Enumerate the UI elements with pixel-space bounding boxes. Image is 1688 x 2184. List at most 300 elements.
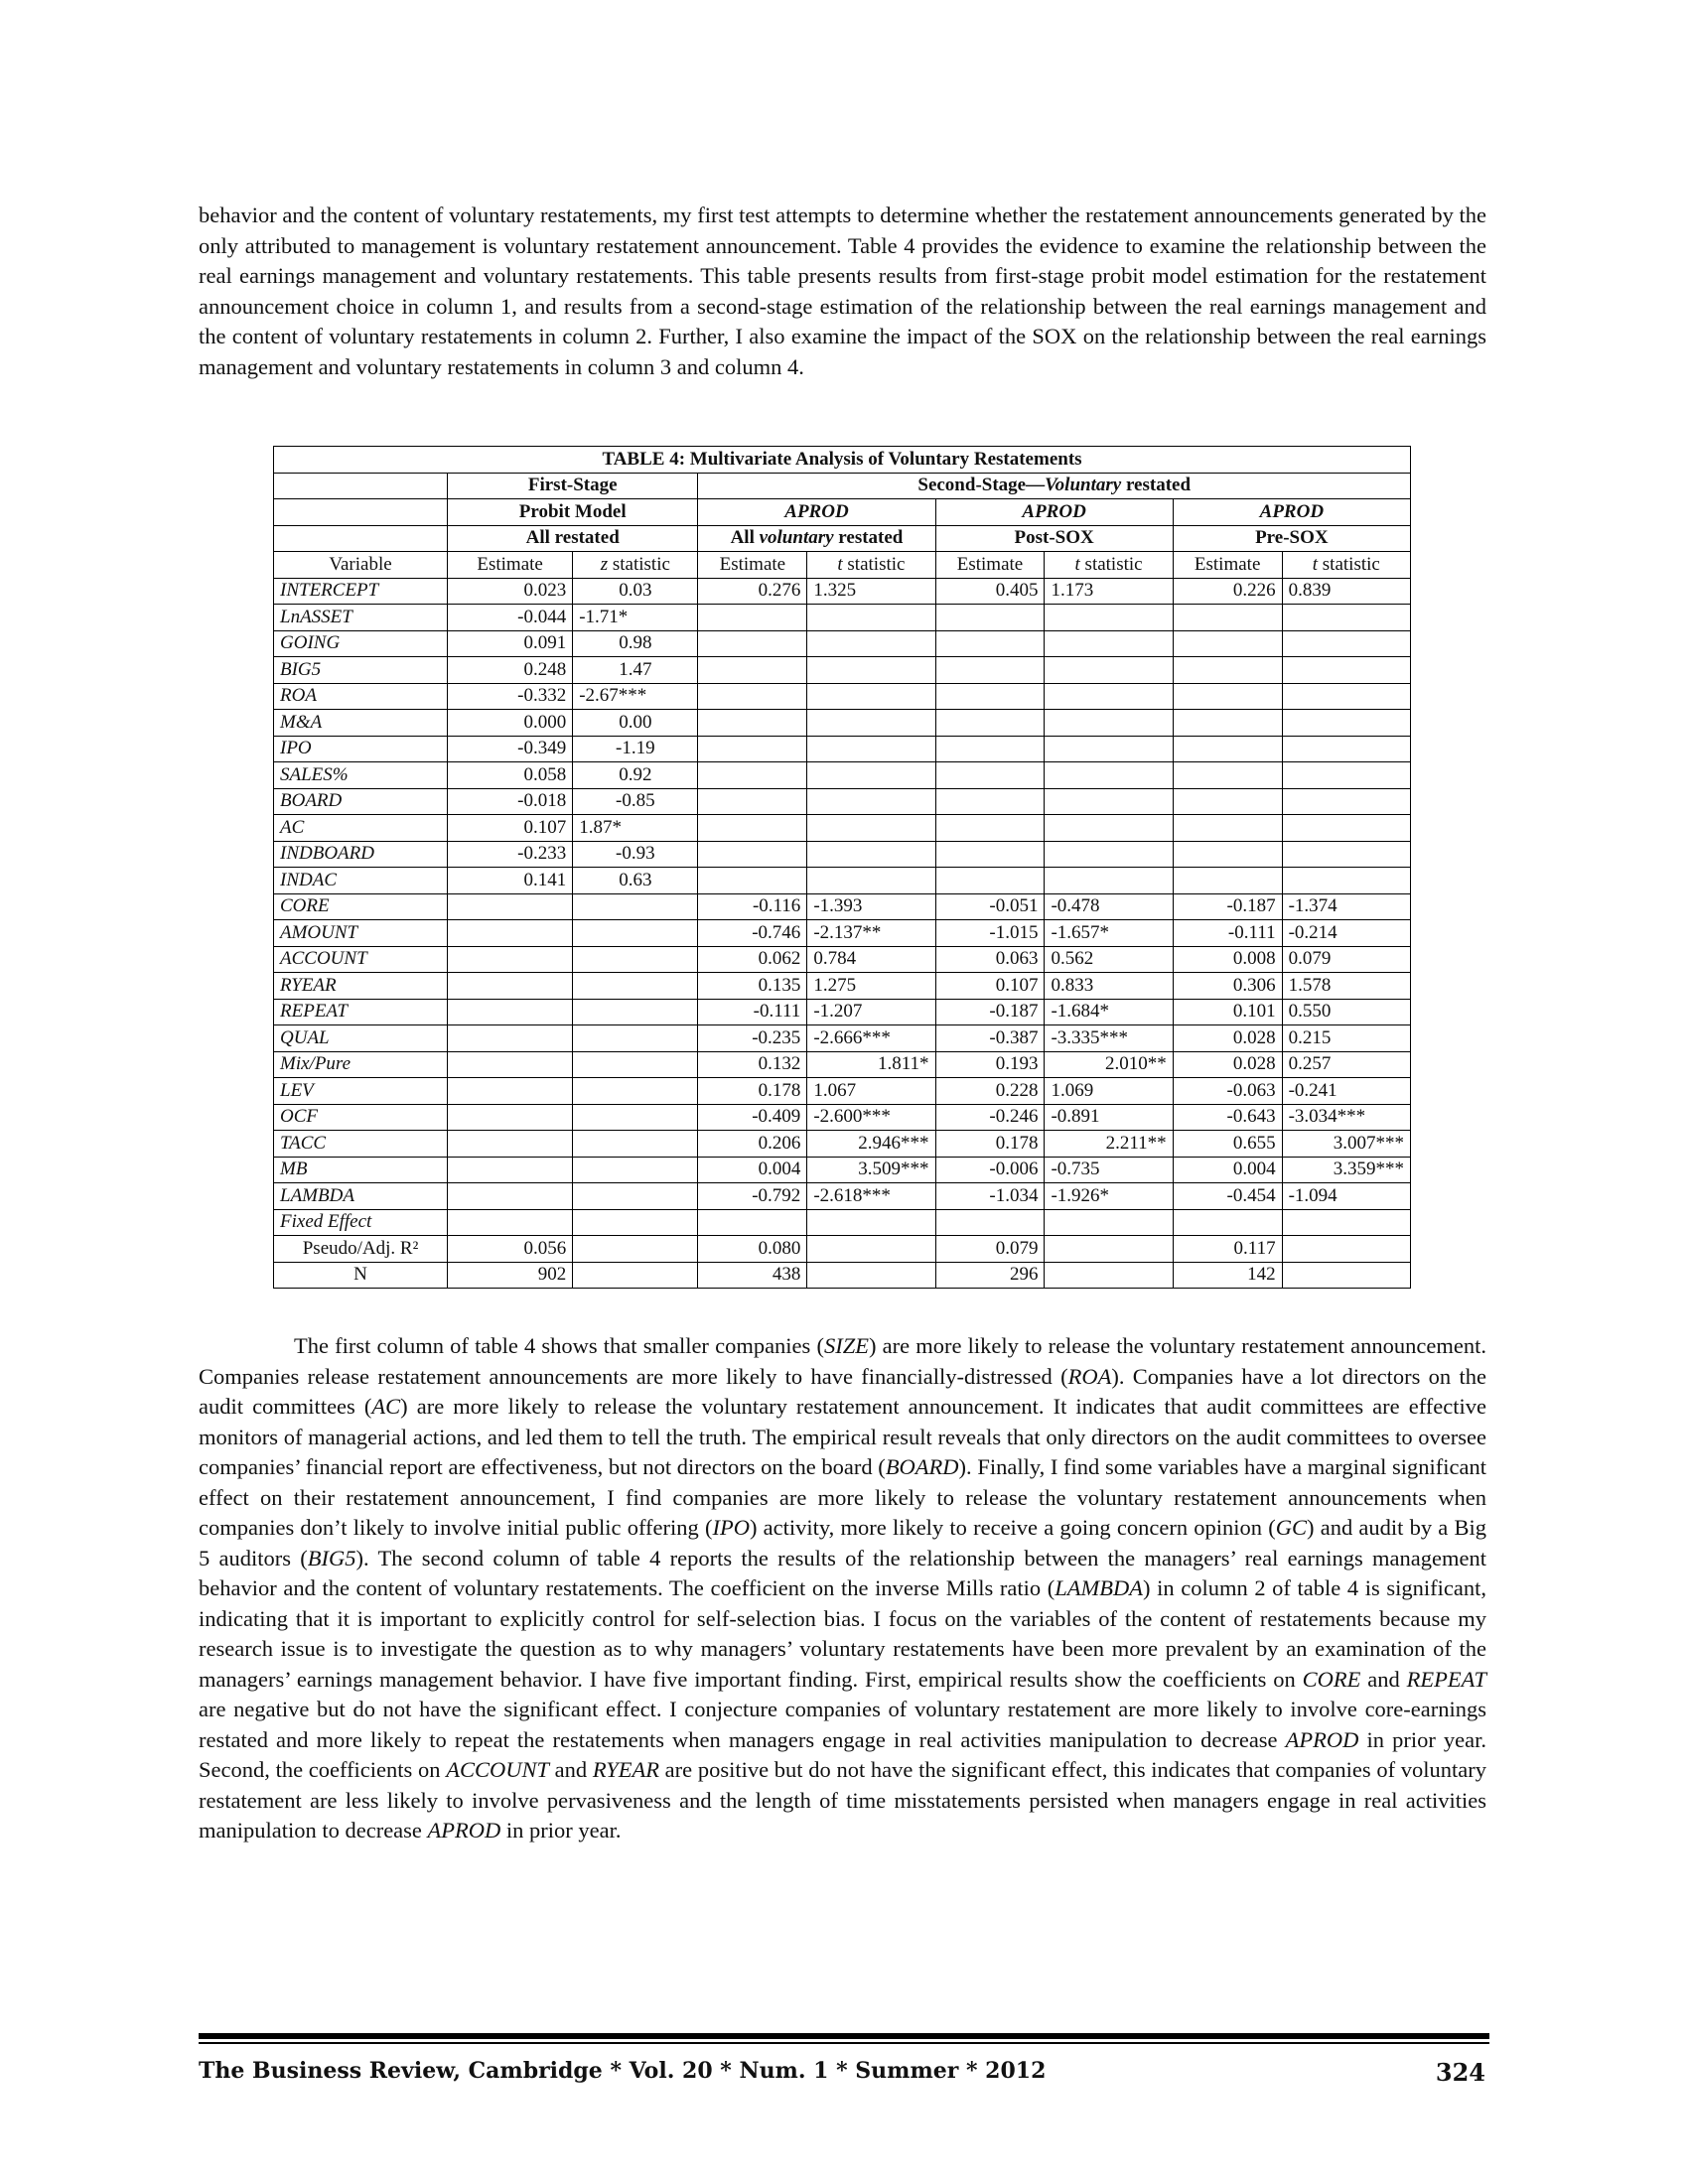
- table-cell: 1.069: [1045, 1078, 1173, 1105]
- table-row: [274, 736, 1411, 762]
- table-cell: 2.946***: [807, 1131, 935, 1158]
- table-cell: [807, 1209, 935, 1236]
- header-estimate: Estimate: [935, 552, 1045, 579]
- text-run: are positive but do not have the significant effect, this indicates that companies of voluntary restatement are less likely to involve pervasiveness and the length of time misstatements persisted when managers engage in real activities manipulation to decrease: [199, 1757, 1486, 1843]
- table-cell: 0.107: [448, 815, 573, 842]
- table-cell: 0.405: [935, 578, 1045, 605]
- table-cell: [1045, 683, 1173, 710]
- footer-rule-thick: [199, 2033, 1489, 2039]
- table-cell: [1282, 683, 1410, 710]
- table-cell: -1.71*: [573, 605, 698, 631]
- table-cell: 1.173: [1045, 578, 1173, 605]
- table-row: [274, 1104, 1411, 1131]
- table-cell: [935, 657, 1045, 684]
- table-cell: [448, 1209, 573, 1236]
- header-first-stage: First-Stage: [448, 473, 698, 499]
- header-t-statistic: t statistic: [807, 552, 935, 579]
- italic-term: BIG5: [307, 1545, 356, 1570]
- table-cell: [448, 1104, 573, 1131]
- table-cell: -0.454: [1173, 1183, 1282, 1210]
- table-cell: [1173, 868, 1282, 894]
- table-cell: [698, 736, 807, 762]
- table-cell: [573, 1209, 698, 1236]
- table-cell: [698, 868, 807, 894]
- table-cell: -1.015: [935, 920, 1045, 947]
- table-row: [274, 605, 1411, 631]
- table-row: [274, 1183, 1411, 1210]
- body-paragraph-1: [199, 201, 1486, 382]
- table-cell: 0.839: [1282, 578, 1410, 605]
- table-cell: -2.137**: [807, 920, 935, 947]
- table-cell: -3.034***: [1282, 1104, 1410, 1131]
- header-post-sox: Post-SOX: [935, 525, 1173, 552]
- table-cell: 0.193: [935, 1051, 1045, 1078]
- table-cell: [807, 762, 935, 789]
- table-cell: [1045, 868, 1173, 894]
- table-cell: -0.349: [448, 736, 573, 762]
- table-row: [274, 630, 1411, 657]
- header-estimate: Estimate: [698, 552, 807, 579]
- table-cell: -0.93: [573, 841, 698, 868]
- variable-name: RYEAR: [274, 973, 448, 1000]
- table-cell: 1.325: [807, 578, 935, 605]
- variable-name: AC: [274, 815, 448, 842]
- table-cell: [573, 1104, 698, 1131]
- table-cell: -0.187: [935, 999, 1045, 1025]
- header-blank: [274, 473, 448, 499]
- table-cell: [1282, 710, 1410, 737]
- table-cell: 3.359***: [1282, 1157, 1410, 1183]
- table-cell: 0.062: [698, 946, 807, 973]
- text-run: ) in column 2 of table 4 is significant, indicating that it is important to explicitly control for self-selection bias. I focus on the variables of the content of restatements because my research issue is to investigate the question as to why managers’ voluntary restatements have been more prevalent by an examination of the managers’ earnings management behavior. I have five important finding. First, empirical results show the coefficients on: [199, 1575, 1486, 1692]
- table-cell: -0.006: [935, 1157, 1045, 1183]
- header-aprod-pre: APROD: [1173, 499, 1410, 526]
- table-cell: [1173, 1209, 1282, 1236]
- table-cell: 0.080: [698, 1236, 807, 1263]
- table-cell: [1045, 657, 1173, 684]
- header-aprod-all: APROD: [698, 499, 935, 526]
- text-run: behavior and the content of voluntary restatements, my first test attempts to determine whether the restatement announcements generated by the only attributed to management is voluntary restatement announcement. Table 4 provides the evidence to examine the relationship between the real earnings management and voluntary restatements. This table presents results from first-stage probit model estimation for the restatement announcement choice in column 1, and results from a second-stage estimation of the relationship between the real earnings management and the content of voluntary restatements in column 2. Further, I also examine the impact of the SOX on the relationship between the real earnings management and voluntary restatements in column 3 and column 4.: [199, 203, 1486, 379]
- table-cell: [698, 605, 807, 631]
- table-cell: 0.091: [448, 630, 573, 657]
- table-cell: -3.335***: [1045, 1025, 1173, 1052]
- italic-term: GC: [1275, 1515, 1308, 1540]
- table-cell: [935, 683, 1045, 710]
- text-run: ) are more likely to release the voluntary restatement announcement. It indicates that audit committees are effective monitors of managerial actions, and led them to tell the truth. The empirical result reveals that only directors on the audit committees to oversee companies’ financial report are effectiveness, but not directors on the board (: [199, 1394, 1486, 1479]
- table-cell: 2.211**: [1045, 1131, 1173, 1158]
- table-cell: 296: [935, 1262, 1045, 1289]
- header-second-stage: Second-Stage—Voluntary restated: [698, 473, 1411, 499]
- italic-term: APROD: [1285, 1726, 1359, 1752]
- variable-name: Mix/Pure: [274, 1051, 448, 1078]
- table-cell: [935, 605, 1045, 631]
- table-cell: 0.63: [573, 868, 698, 894]
- italic-term: RYEAR: [592, 1757, 659, 1782]
- table-cell: 0.004: [698, 1157, 807, 1183]
- table-cell: [573, 1025, 698, 1052]
- italic-term: IPO: [712, 1515, 750, 1540]
- variable-name: ACCOUNT: [274, 946, 448, 973]
- table-cell: [1173, 815, 1282, 842]
- variable-name: LnASSET: [274, 605, 448, 631]
- table-cell: -1.207: [807, 999, 935, 1025]
- text-run: and: [548, 1757, 593, 1782]
- table-cell: 0.117: [1173, 1236, 1282, 1263]
- table-cell: [1045, 841, 1173, 868]
- table-cell: [935, 788, 1045, 815]
- table-cell: [698, 630, 807, 657]
- header-all-restated: All restated: [448, 525, 698, 552]
- table-cell: 0.215: [1282, 1025, 1410, 1052]
- variable-name: AMOUNT: [274, 920, 448, 947]
- table-cell: -0.063: [1173, 1078, 1282, 1105]
- variable-name: REPEAT: [274, 999, 448, 1025]
- table-cell: 0.655: [1173, 1131, 1282, 1158]
- table-cell: [448, 1025, 573, 1052]
- table-row: [274, 657, 1411, 684]
- italic-term: AC: [371, 1394, 401, 1419]
- table-cell: 0.008: [1173, 946, 1282, 973]
- table-cell: -0.746: [698, 920, 807, 947]
- variable-name: INTERCEPT: [274, 578, 448, 605]
- table-cell: [573, 946, 698, 973]
- table-cell: [1173, 683, 1282, 710]
- table-cell: [1173, 605, 1282, 631]
- table-cell: 0.132: [698, 1051, 807, 1078]
- table-cell: 0.107: [935, 973, 1045, 1000]
- table-row: [274, 868, 1411, 894]
- table-cell: 2.010**: [1045, 1051, 1173, 1078]
- table-cell: [448, 1051, 573, 1078]
- header-blank: [274, 525, 448, 552]
- table-cell: -1.374: [1282, 893, 1410, 920]
- table-cell: [807, 1236, 935, 1263]
- table-cell: [573, 1236, 698, 1263]
- table-cell: [448, 920, 573, 947]
- text-run: ) are more likely to release the voluntary restatement announcement. Companies release restatement announcements are more likely to have financially-distressed (: [199, 1333, 1486, 1389]
- variable-name: N: [274, 1262, 448, 1289]
- table-cell: [573, 1183, 698, 1210]
- table-cell: 0.141: [448, 868, 573, 894]
- table-row: [274, 788, 1411, 815]
- table-cell: 0.056: [448, 1236, 573, 1263]
- text-run: are negative but do not have the significant effect. I conjecture companies of voluntary restatement are more likely to involve core-earnings restated and more likely to repeat the restatements when managers engage in real activities manipulation to decrease: [199, 1697, 1486, 1752]
- table-cell: 0.178: [935, 1131, 1045, 1158]
- table-cell: -1.19: [573, 736, 698, 762]
- table-cell: -1.034: [935, 1183, 1045, 1210]
- table-cell: [1045, 605, 1173, 631]
- table-cell: [698, 657, 807, 684]
- table-cell: [573, 1078, 698, 1105]
- italic-term: REPEAT: [1406, 1666, 1486, 1692]
- table-cell: 0.058: [448, 762, 573, 789]
- table-cell: [1045, 1209, 1173, 1236]
- header-variable: Variable: [274, 552, 448, 579]
- journal-citation: The Business Review, Cambridge * Vol. 20 * Num. 1 * Summer * 2012: [199, 2058, 1047, 2084]
- text-run: in prior year. Second, the coefficients on: [199, 1726, 1487, 1782]
- table-cell: 3.509***: [807, 1157, 935, 1183]
- table-cell: [1045, 815, 1173, 842]
- table-cell: [807, 605, 935, 631]
- table-cell: [448, 1078, 573, 1105]
- table-cell: [1045, 762, 1173, 789]
- table-cell: 0.228: [935, 1078, 1045, 1105]
- table-cell: 902: [448, 1262, 573, 1289]
- table-cell: [448, 973, 573, 1000]
- table-cell: -0.111: [698, 999, 807, 1025]
- table-cell: [1173, 630, 1282, 657]
- table-cell: [573, 1262, 698, 1289]
- table-cell: [1282, 788, 1410, 815]
- table-body: [274, 578, 1411, 1289]
- table-cell: [1282, 815, 1410, 842]
- table-cell: 1.87*: [573, 815, 698, 842]
- table-cell: -0.111: [1173, 920, 1282, 947]
- table-cell: [807, 736, 935, 762]
- variable-name: Fixed Effect: [274, 1209, 448, 1236]
- table-cell: 0.03: [573, 578, 698, 605]
- table-cell: [807, 868, 935, 894]
- variable-name: Pseudo/Adj. R²: [274, 1236, 448, 1263]
- italic-term: LAMBDA: [1055, 1575, 1143, 1600]
- table-cell: 0.248: [448, 657, 573, 684]
- page-number: 324: [1435, 2058, 1485, 2087]
- table-cell: [1282, 841, 1410, 868]
- table-cell: [1045, 736, 1173, 762]
- table-cell: [698, 710, 807, 737]
- variable-name: M&A: [274, 710, 448, 737]
- header-blank: [274, 499, 448, 526]
- table-cell: -0.018: [448, 788, 573, 815]
- table-cell: 0.833: [1045, 973, 1173, 1000]
- table-cell: 0.784: [807, 946, 935, 973]
- table-cell: [1045, 710, 1173, 737]
- table-cell: [807, 1262, 935, 1289]
- table-cell: 0.063: [935, 946, 1045, 973]
- table-cell: -0.409: [698, 1104, 807, 1131]
- table-cell: [1173, 788, 1282, 815]
- table-cell: -0.187: [1173, 893, 1282, 920]
- text-run: ). Finally, I find some variables have a marginal significant effect on their restatement announcement, I find companies are more likely to release the voluntary restatement announcements when companies don’t likely to involve initial public offering (: [199, 1454, 1486, 1540]
- table-cell: [1045, 788, 1173, 815]
- table-cell: [1282, 605, 1410, 631]
- table-cell: [1282, 1236, 1410, 1263]
- table-cell: [698, 762, 807, 789]
- table-cell: 0.00: [573, 710, 698, 737]
- table-cell: 0.079: [1282, 946, 1410, 973]
- text-run: ). Companies have a lot directors on the audit committees (: [199, 1363, 1486, 1419]
- variable-name: ROA: [274, 683, 448, 710]
- text-run: The first column of table 4 shows that smaller companies (: [294, 1333, 824, 1358]
- table-cell: 0.028: [1173, 1025, 1282, 1052]
- table-cell: -0.214: [1282, 920, 1410, 947]
- table-cell: [807, 815, 935, 842]
- table-cell: 1.578: [1282, 973, 1410, 1000]
- table-cell: 0.004: [1173, 1157, 1282, 1183]
- text-run: ) activity, more likely to receive a going concern opinion (: [749, 1515, 1276, 1540]
- table-cell: -0.241: [1282, 1078, 1410, 1105]
- table-cell: -2.67***: [573, 683, 698, 710]
- table-cell: -0.233: [448, 841, 573, 868]
- table-cell: [573, 920, 698, 947]
- variable-name: QUAL: [274, 1025, 448, 1052]
- table-cell: [698, 1209, 807, 1236]
- table-cell: -1.094: [1282, 1183, 1410, 1210]
- table-row: [274, 920, 1411, 947]
- table-cell: [573, 973, 698, 1000]
- table-cell: [807, 630, 935, 657]
- variable-name: INDBOARD: [274, 841, 448, 868]
- table-cell: [807, 657, 935, 684]
- table-cell: 142: [1173, 1262, 1282, 1289]
- table-cell: [448, 999, 573, 1025]
- table-cell: [935, 815, 1045, 842]
- table-cell: 0.226: [1173, 578, 1282, 605]
- header-all-voluntary-restated: All voluntary restated: [698, 525, 935, 552]
- table-row: [274, 683, 1411, 710]
- table-cell: 0.276: [698, 578, 807, 605]
- table-row: [274, 1157, 1411, 1183]
- text-run: in prior year.: [500, 1818, 622, 1843]
- table-cell: -0.792: [698, 1183, 807, 1210]
- table-cell: [448, 1157, 573, 1183]
- table-cell: [807, 841, 935, 868]
- table-cell: -2.666***: [807, 1025, 935, 1052]
- table-row: [274, 999, 1411, 1025]
- table-cell: -0.735: [1045, 1157, 1173, 1183]
- table-cell: 0.178: [698, 1078, 807, 1105]
- table-cell: [1282, 1262, 1410, 1289]
- table-cell: 0.206: [698, 1131, 807, 1158]
- table-cell: [807, 710, 935, 737]
- italic-term: APROD: [427, 1818, 501, 1843]
- variable-name: INDAC: [274, 868, 448, 894]
- table-cell: 0.135: [698, 973, 807, 1000]
- footer-rule-thin: [199, 2042, 1489, 2044]
- table-cell: [698, 788, 807, 815]
- table-cell: [1173, 736, 1282, 762]
- header-pre-sox: Pre-SOX: [1173, 525, 1410, 552]
- variable-name: SALES%: [274, 762, 448, 789]
- table-cell: [1282, 736, 1410, 762]
- table-cell: 1.275: [807, 973, 935, 1000]
- table-cell: [807, 683, 935, 710]
- variable-name: TACC: [274, 1131, 448, 1158]
- table-cell: -2.600***: [807, 1104, 935, 1131]
- table-cell: [448, 1183, 573, 1210]
- italic-term: BOARD: [885, 1454, 959, 1479]
- table-title: TABLE 4: Multivariate Analysis of Voluntary Restatements: [274, 447, 1411, 474]
- table-cell: [1173, 841, 1282, 868]
- table-cell: [698, 683, 807, 710]
- table-cell: 1.811*: [807, 1051, 935, 1078]
- variable-name: GOING: [274, 630, 448, 657]
- table-cell: [935, 710, 1045, 737]
- table-cell: [1045, 1262, 1173, 1289]
- table-cell: -0.044: [448, 605, 573, 631]
- italic-term: ACCOUNT: [446, 1757, 549, 1782]
- table-cell: [1282, 657, 1410, 684]
- variable-name: LEV: [274, 1078, 448, 1105]
- table-cell: -0.85: [573, 788, 698, 815]
- table-cell: -0.051: [935, 893, 1045, 920]
- header-aprod-post: APROD: [935, 499, 1173, 526]
- header-probit-model: Probit Model: [448, 499, 698, 526]
- table-row: [274, 841, 1411, 868]
- table-cell: -1.684*: [1045, 999, 1173, 1025]
- table-cell: [448, 893, 573, 920]
- table-cell: [1282, 630, 1410, 657]
- table-row: [274, 762, 1411, 789]
- variable-name: OCF: [274, 1104, 448, 1131]
- results-table-container: [273, 446, 1411, 1289]
- table-cell: [1282, 868, 1410, 894]
- table-cell: -0.235: [698, 1025, 807, 1052]
- table-cell: [807, 788, 935, 815]
- table-row: [274, 1209, 1411, 1236]
- table-cell: 0.101: [1173, 999, 1282, 1025]
- table-cell: [1173, 762, 1282, 789]
- variable-name: BOARD: [274, 788, 448, 815]
- header-estimate: Estimate: [1173, 552, 1282, 579]
- table-cell: [1173, 657, 1282, 684]
- table-row: [274, 973, 1411, 1000]
- table-cell: 0.257: [1282, 1051, 1410, 1078]
- italic-term: SIZE: [823, 1333, 869, 1358]
- page-footer: [199, 2033, 1489, 2087]
- table-cell: [935, 841, 1045, 868]
- text-run: ). The second column of table 4 reports the results of the relationship between the managers’ real earnings management behavior and the content of voluntary restatements. The coefficient on the inverse Mills ratio (: [199, 1545, 1487, 1600]
- table-cell: 3.007***: [1282, 1131, 1410, 1158]
- table-cell: -0.332: [448, 683, 573, 710]
- body-paragraph-2: [199, 1331, 1486, 1846]
- table-cell: [573, 1131, 698, 1158]
- table-cell: -2.618***: [807, 1183, 935, 1210]
- table-cell: -0.643: [1173, 1104, 1282, 1131]
- table-cell: [1045, 1236, 1173, 1263]
- variable-name: CORE: [274, 893, 448, 920]
- table-cell: 1.47: [573, 657, 698, 684]
- table-cell: [935, 1209, 1045, 1236]
- variable-name: LAMBDA: [274, 1183, 448, 1210]
- table-cell: [935, 736, 1045, 762]
- table-row: [274, 1262, 1411, 1289]
- table-cell: -0.478: [1045, 893, 1173, 920]
- table-row: [274, 946, 1411, 973]
- table-row: [274, 710, 1411, 737]
- text-run: and: [1360, 1666, 1407, 1692]
- table-cell: [573, 1157, 698, 1183]
- table-cell: [698, 841, 807, 868]
- variable-name: MB: [274, 1157, 448, 1183]
- table-row: [274, 893, 1411, 920]
- table-cell: 0.550: [1282, 999, 1410, 1025]
- table-cell: 0.000: [448, 710, 573, 737]
- table-cell: -0.116: [698, 893, 807, 920]
- variable-name: IPO: [274, 736, 448, 762]
- table-row: [274, 1078, 1411, 1105]
- table-cell: 438: [698, 1262, 807, 1289]
- table-cell: [935, 762, 1045, 789]
- table-cell: 0.028: [1173, 1051, 1282, 1078]
- table-row: [274, 578, 1411, 605]
- table-cell: [935, 868, 1045, 894]
- italic-term: ROA: [1067, 1363, 1112, 1389]
- table-cell: -0.891: [1045, 1104, 1173, 1131]
- table-cell: -1.393: [807, 893, 935, 920]
- variable-name: BIG5: [274, 657, 448, 684]
- table-cell: [573, 1051, 698, 1078]
